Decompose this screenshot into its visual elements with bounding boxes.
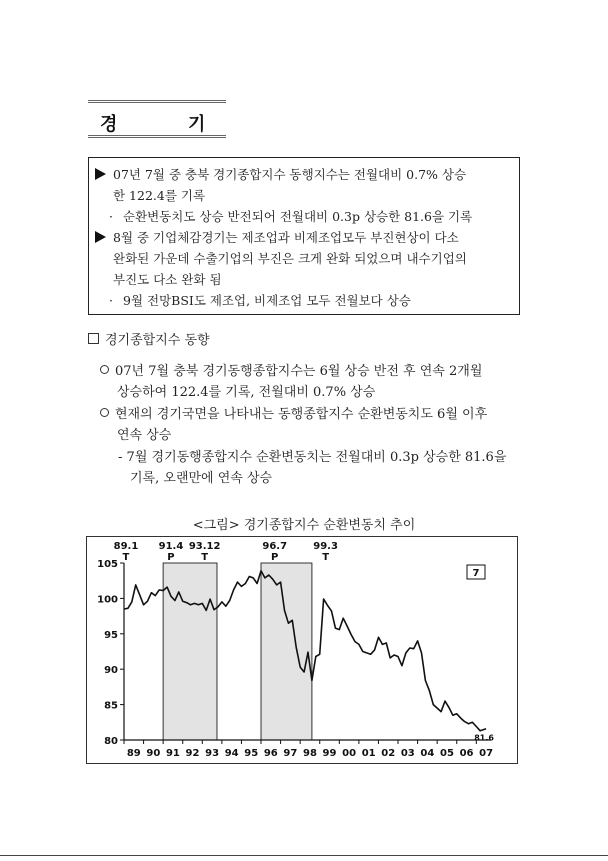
x-tick-label: 06 [459, 748, 474, 759]
x-tick-label: 93 [205, 748, 220, 759]
x-tick-label: 05 [439, 748, 454, 759]
x-tick-label: 94 [224, 748, 239, 759]
summary-line-4: 8월 중 기업체감경기는 제조업과 비제조업모두 부진현상이 다소 [95, 227, 513, 248]
summary-line-6: 부진도 다소 완화 됨 [113, 272, 222, 287]
turning-point-value: 89.1 [113, 541, 139, 552]
x-tick-label: 92 [185, 748, 200, 759]
dot-bullet-icon: · [109, 293, 113, 308]
summary-line-3: · 순환변동치도 상승 반전되어 전월대비 0.3p 상승한 81.6을 기록 [95, 206, 513, 227]
x-tick-label: 95 [244, 748, 259, 759]
turning-point-value: 93.12 [188, 541, 221, 552]
x-tick-label: 89 [126, 748, 141, 759]
section-heading [88, 329, 210, 348]
cycle-chart [87, 537, 517, 763]
x-tick-label: 96 [263, 748, 278, 759]
x-tick-label: 90 [146, 748, 161, 759]
recession-band-1 [163, 563, 217, 740]
last-value-label: 81.6 [474, 733, 494, 743]
y-tick-label: 100 [97, 594, 118, 606]
x-tick-label: 99 [322, 748, 337, 759]
summary-line-2: 한 122.4를 기록 [113, 188, 206, 203]
summary-line-7: · 9월 전망BSI도 제조업, 비제조업 모두 전월보다 상승 [95, 290, 513, 311]
x-tick-label: 98 [302, 748, 317, 759]
x-tick-label: 02 [381, 748, 396, 759]
x-tick-label: 97 [283, 748, 298, 759]
turning-point-phase: P [167, 552, 175, 563]
section-title [88, 100, 226, 138]
paragraph-1: 07년 7월 충북 경기동행종합지수는 6월 상승 반전 후 연속 2개월 상승하여 122.4를 기록, 전월대비 0.7% 상승 [100, 361, 482, 403]
turning-point-value: 96.7 [262, 541, 288, 552]
summary-line-5: 완화된 가운데 수출기업의 부진은 크게 완화 되었으며 내수기업의 [113, 251, 467, 266]
turning-point-phase: T [201, 552, 209, 563]
chart-frame [86, 536, 518, 764]
circle-bullet-icon [100, 365, 109, 374]
section-heading-text: 경기종합지수 동향 [105, 333, 210, 348]
x-tick-label: 03 [400, 748, 415, 759]
square-bullet-icon [88, 333, 99, 344]
section-title-char-1: 경 [100, 114, 118, 135]
turning-point-phase: T [322, 552, 330, 563]
turning-point-phase: P [271, 552, 279, 563]
y-tick-label: 105 [97, 559, 118, 570]
recession-band-2 [261, 563, 312, 740]
y-tick-label: 85 [104, 700, 118, 712]
x-tick-label: 00 [342, 748, 357, 759]
dot-bullet-icon: · [109, 209, 113, 224]
paragraph-2: 현재의 경기국면을 나타내는 동행종합지수 순환변동치도 6월 이후 연속 상승 [100, 404, 487, 446]
x-tick-label: 04 [420, 748, 435, 759]
y-tick-label: 80 [104, 736, 118, 747]
turning-point-value: 91.4 [158, 541, 184, 552]
turning-point-phase: T [122, 552, 130, 563]
sub-item: - 7월 경기동행종합지수 순환변동치는 전월대비 0.3p 상승한 81.6을 기록, 오랜만에 연속 상승 [118, 450, 507, 486]
section-title-char-2: 기 [188, 114, 206, 135]
summary-box [88, 157, 520, 315]
triangle-bullet-icon [95, 168, 106, 180]
summary-line-1: 07년 7월 중 충북 경기종합지수 동행지수는 전월대비 0.7% 상승 [95, 164, 513, 185]
figure-caption: <그림> 경기종합지수 순환변동치 추이 [192, 518, 416, 533]
x-tick-label: 01 [361, 748, 376, 759]
turning-point-value: 99.3 [313, 541, 338, 552]
x-tick-label: 91 [165, 748, 180, 759]
y-tick-label: 90 [104, 665, 118, 677]
triangle-bullet-icon [95, 231, 106, 243]
y-tick-label: 95 [104, 629, 118, 641]
month-label: 7 [472, 568, 480, 579]
x-tick-label: 07 [479, 748, 494, 759]
circle-bullet-icon [100, 408, 109, 417]
dash-bullet: - [118, 450, 123, 465]
bottom-rule [0, 855, 608, 856]
